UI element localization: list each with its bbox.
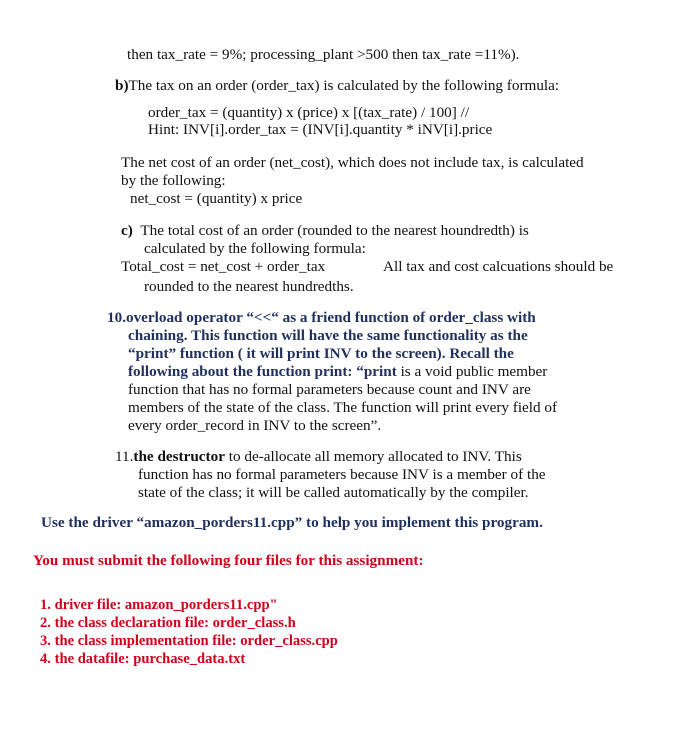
item-10-line-5: function that has no formal parameters because count and INV are [128,381,531,398]
file-item-3: 3. the class implementation file: order_class.cpp [40,633,338,649]
total-cost-formula: Total_cost = net_cost + order_tax [121,258,326,275]
item-11-line-2: function has no formal parameters because INV is a member of the [138,466,546,483]
item-10-line-1 [107,309,536,327]
item-c-text: The total cost of an order (rounded to the nearest houndredth) is [140,222,529,239]
rounding-note: All tax and cost calcuations should be [383,258,614,275]
item-10-line-6: members of the state of the class. The function will print every field of [128,399,558,416]
item-10-text-1: overload operator “<<“ as a friend function of order_class with [125,309,536,326]
item-b-text: The tax on an order (order_tax) is calculated by the following formula: [128,77,560,94]
order-tax-hint: Hint: INV[i].order_tax = (INV[i].quantity * iNV[i].price [148,121,493,138]
item-11-number: 11. [115,448,134,465]
item-b-label: b) [115,77,129,94]
net-cost-line-1: The net cost of an order (net_cost), which does not include tax, is calculated [121,154,584,171]
item-10-line-3: “print” function ( it will print INV to the screen). Recall the [128,345,514,362]
net-cost-line-2: by the following: [121,172,226,189]
driver-note: Use the driver “amazon_porders11.cpp” to help you implement this program. [41,514,543,531]
submit-heading: You must submit the following four files for this assignment: [33,552,424,569]
item-10-line-4 [128,363,547,381]
item-10-number: 10. [107,309,126,326]
net-cost-formula: net_cost = (quantity) x price [130,190,303,207]
file-item-1: 1. driver file: amazon_porders11.cpp" [40,597,278,613]
item-11-line-3: state of the class; it will be called automatically by the compiler. [138,484,529,501]
item-c-line [121,222,529,240]
order-tax-formula: order_tax = (quantity) x (price) x [(tax_rate) / 100] // [148,104,470,121]
item-11-rest: to de-allocate all memory allocated to INV. This [224,448,522,465]
total-cost-line-2: calculated by the following formula: [144,240,366,257]
rounding-note-cont: rounded to the nearest hundredths. [144,278,354,295]
item-11-line-1 [115,448,522,466]
item-10-line-7: every order_record in INV to the screen”. [128,417,382,434]
file-item-4: 4. the datafile: purchase_data.txt [40,651,246,667]
item-10-print-rest: is a void public member [396,363,548,380]
item-b-line [115,77,559,95]
item-10-print-bold: following about the function print: “print [128,363,397,380]
tax-rate-line: then tax_rate = 9%; processing_plant >500 then tax_rate =11%). [127,46,520,63]
item-11-bold: the destructor [133,448,225,465]
item-c-label: c) [121,222,133,239]
item-10-line-2: chaining. This function will have the same functionality as the [128,327,528,344]
file-item-2: 2. the class declaration file: order_class.h [40,615,296,631]
